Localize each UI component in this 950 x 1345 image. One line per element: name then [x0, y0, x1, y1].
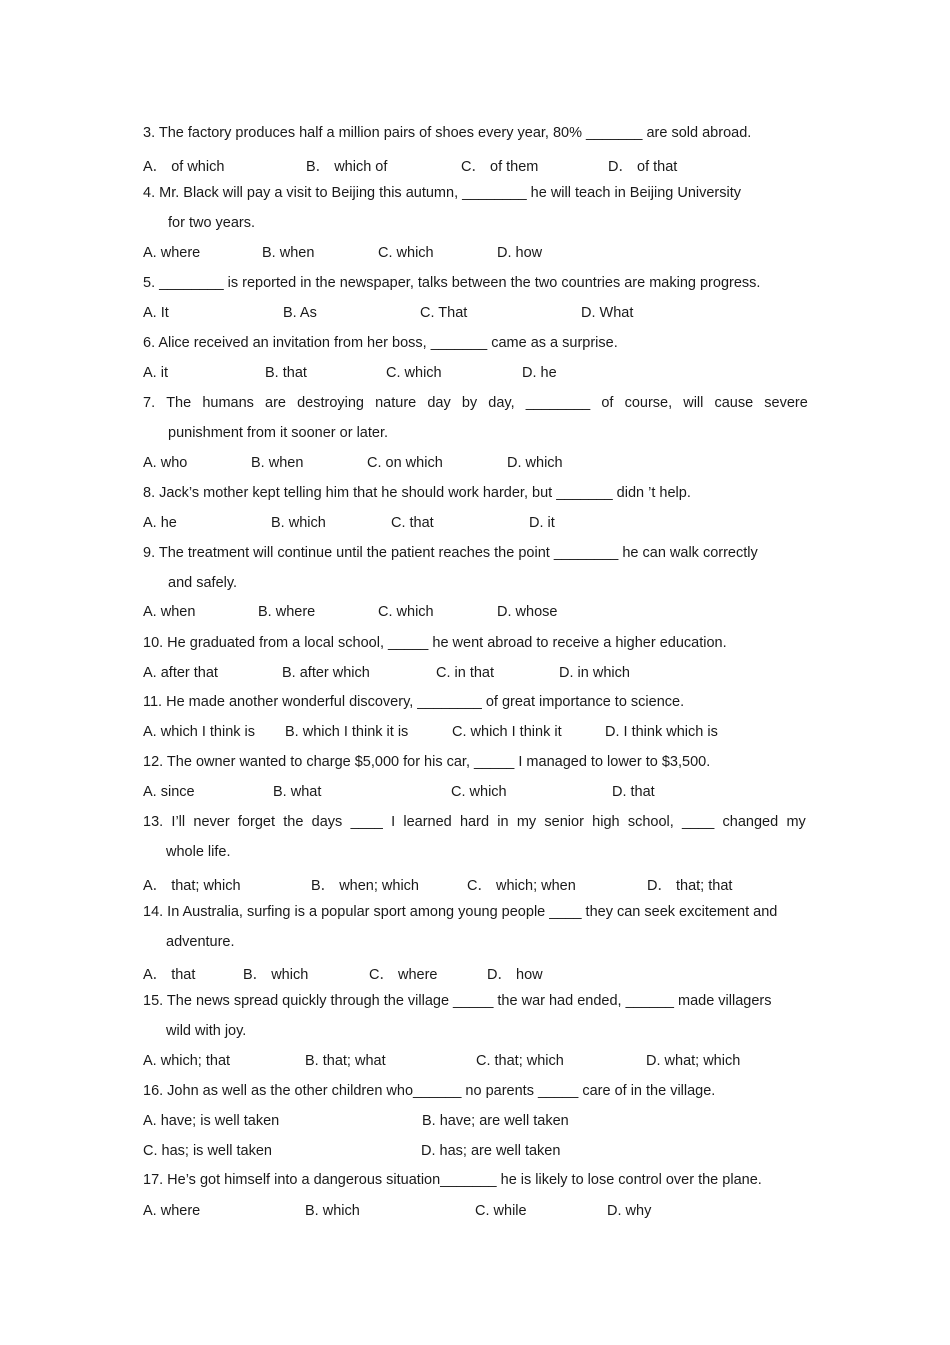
option-a: A. since: [143, 784, 195, 800]
option-a: A． of which: [143, 159, 225, 175]
option-b: B． which: [243, 967, 309, 983]
stem-word: ________: [525, 395, 591, 411]
stem-word: are: [265, 395, 286, 411]
question-stem: [143, 395, 808, 411]
stem-word: humans: [202, 395, 254, 411]
option-b: B. when: [262, 245, 315, 261]
option-d: D. which: [507, 455, 563, 471]
option-a: A． that: [143, 967, 196, 983]
option-b: B． when; which: [311, 878, 419, 894]
stem-word: the: [283, 814, 304, 830]
stem-word: 13.: [143, 814, 164, 830]
question-stem: 17. He’s got himself into a dangerous situation_______ he is likely to lose control over the plane.: [143, 1172, 762, 1188]
option-c: C. in that: [436, 665, 495, 681]
option-a: A. where: [143, 245, 201, 261]
option-a: A. he: [143, 515, 177, 531]
option-d: D. What: [581, 305, 634, 321]
option-d: D． that; that: [647, 878, 733, 894]
option-d: D. he: [522, 365, 557, 381]
option-b: B. which: [305, 1203, 360, 1219]
question-stem: 6. Alice received an invitation from her boss, _______ came as a surprise.: [143, 335, 618, 351]
question-stem: 11. He made another wonderful discovery, ________ of great importance to science.: [143, 694, 685, 710]
stem-word: my: [786, 814, 806, 830]
stem-word: ____: [350, 814, 383, 830]
option-b: B. after which: [282, 665, 370, 681]
option-d: D. in which: [559, 665, 630, 681]
option-b: B. As: [283, 305, 317, 321]
option-a: A． that; which: [143, 878, 241, 894]
option-d: D. has; are well taken: [421, 1143, 561, 1159]
question-stem: 8. Jack’s mother kept telling him that he should work harder, but _______ didn ’t help.: [143, 485, 691, 501]
stem-word: severe: [764, 395, 808, 411]
question-stem: 14. In Australia, surfing is a popular sport among young people ____ they can seek excitement and: [143, 904, 778, 920]
stem-word: by: [461, 395, 478, 411]
option-b: B. what: [273, 784, 322, 800]
option-d: D. why: [607, 1203, 652, 1219]
option-c: C． which; when: [467, 878, 576, 894]
option-c: C. which: [451, 784, 507, 800]
option-d: D. what; which: [646, 1053, 741, 1069]
stem-word: cause: [714, 395, 754, 411]
option-b: B. which: [271, 515, 326, 531]
option-a: A. who: [143, 455, 188, 471]
stem-word: high: [592, 814, 620, 830]
option-d: D. how: [497, 245, 543, 261]
option-a: A. it: [143, 365, 168, 381]
option-d: D． of that: [608, 159, 678, 175]
stem-word: forget: [237, 814, 275, 830]
stem-word: school,: [627, 814, 674, 830]
stem-word: 7.: [143, 395, 156, 411]
question-stem: 9. The treatment will continue until the patient reaches the point ________ he can walk correctly: [143, 545, 758, 561]
stem-word: I’ll: [171, 814, 186, 830]
question-stem-continued: for two years.: [168, 215, 256, 231]
option-a: A. It: [143, 305, 169, 321]
stem-word: destroying: [297, 395, 364, 411]
question-stem-continued: punishment from it sooner or later.: [168, 425, 389, 441]
question-stem-continued: wild with joy.: [166, 1023, 247, 1039]
stem-word: The: [166, 395, 192, 411]
option-a: A. which I think is: [143, 724, 256, 740]
option-c: C. which: [378, 604, 434, 620]
option-b: B. which I think it is: [285, 724, 409, 740]
stem-word: my: [516, 814, 537, 830]
option-a: A. when: [143, 604, 196, 620]
question-stem-continued: adventure.: [166, 934, 235, 950]
stem-word: changed: [722, 814, 779, 830]
stem-word: I: [391, 814, 396, 830]
question-stem: [143, 814, 806, 830]
option-b: B. when: [251, 455, 304, 471]
option-c: C. on which: [367, 455, 443, 471]
option-d: D. whose: [497, 604, 558, 620]
stem-word: never: [193, 814, 230, 830]
stem-word: nature: [375, 395, 417, 411]
stem-word: hard: [459, 814, 490, 830]
option-c: C. has; is well taken: [143, 1143, 272, 1159]
question-stem: 15. The news spread quickly through the village _____ the war had ended, ______ made villagers: [143, 993, 772, 1009]
option-b: B． which of: [306, 159, 388, 175]
question-stem-continued: and safely.: [168, 575, 238, 591]
option-a: A. after that: [143, 665, 218, 681]
option-a: A. have; is well taken: [143, 1113, 280, 1129]
option-c: C. that; which: [476, 1053, 564, 1069]
stem-word: day,: [488, 395, 515, 411]
stem-word: course,: [624, 395, 673, 411]
option-b: B. that; what: [305, 1053, 386, 1069]
option-c: C. which: [386, 365, 442, 381]
question-stem: 10. He graduated from a local school, _____ he went abroad to receive a higher education.: [143, 635, 727, 651]
option-c: C. That: [420, 305, 468, 321]
option-c: C. that: [391, 515, 434, 531]
option-c: C. which I think it: [452, 724, 562, 740]
option-c: C． where: [369, 967, 438, 983]
option-c: C. while: [475, 1203, 527, 1219]
option-d: D． how: [487, 967, 543, 983]
stem-word: days: [311, 814, 343, 830]
question-stem-continued: whole life.: [166, 844, 231, 860]
question-stem: 12. The owner wanted to charge $5,000 for his car, _____ I managed to lower to $3,500.: [143, 754, 711, 770]
stem-word: learned: [403, 814, 452, 830]
option-d: D. that: [612, 784, 655, 800]
stem-word: day: [427, 395, 451, 411]
option-b: B. that: [265, 365, 307, 381]
stem-word: of: [601, 395, 614, 411]
option-c: C． of them: [461, 159, 539, 175]
stem-word: senior: [544, 814, 584, 830]
option-b: B. have; are well taken: [422, 1113, 569, 1129]
question-stem: 16. John as well as the other children who______ no parents _____ care of in the village.: [143, 1083, 716, 1099]
stem-word: will: [683, 395, 704, 411]
stem-word: in: [497, 814, 509, 830]
option-d: D. I think which is: [605, 724, 718, 740]
stem-word: ____: [682, 814, 715, 830]
question-stem: 3. The factory produces half a million pairs of shoes every year, 80% _______ are sold abroad.: [143, 125, 752, 141]
option-c: C. which: [378, 245, 434, 261]
question-stem: 4. Mr. Black will pay a visit to Beijing this autumn, ________ he will teach in Beijing University: [143, 185, 742, 201]
question-stem: 5. ________ is reported in the newspaper, talks between the two countries are making progress.: [143, 275, 761, 291]
option-a: A. which; that: [143, 1053, 231, 1069]
option-a: A. where: [143, 1203, 201, 1219]
option-d: D. it: [529, 515, 555, 531]
option-b: B. where: [258, 604, 316, 620]
